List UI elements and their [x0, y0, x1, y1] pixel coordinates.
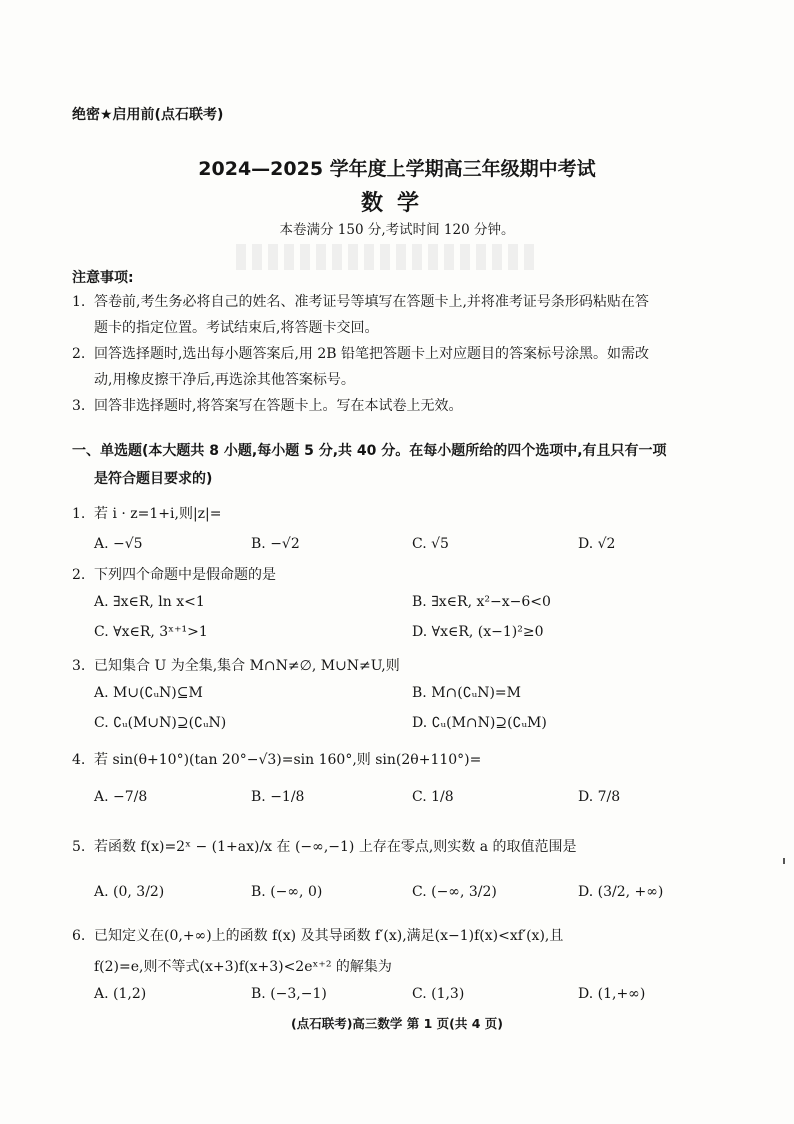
page-footer: (点石联考)高三数学 第 1 页(共 4 页)	[290, 1016, 503, 1031]
option-a: A. −7/8	[94, 789, 148, 805]
section-heading-cont: 是符合题目要求的)	[94, 471, 213, 487]
scan-mark	[783, 858, 785, 864]
option-a: A. (1,2)	[94, 986, 147, 1002]
notice-item: 2. 回答选择题时,选出每小题答案后,用 2B 铅笔把答题卡上对应题目的答案标号涂黑。如需改	[72, 346, 649, 362]
question-stem: 5. 若函数 f(x)=2ˣ − (1+ax)/x 在 (−∞,−1) 上存在零点,则实数 a 的取值范围是	[72, 839, 577, 855]
option-a: A. M∪(∁ᵤN)⊆M	[94, 685, 203, 701]
question-stem: 6. 已知定义在(0,+∞)上的函数 f(x) 及其导函数 f′(x),满足(x−1)f(x)<xf′(x),且	[72, 928, 564, 944]
section-heading: 一、单选题(本大题共 8 小题,每小题 5 分,共 40 分。在每小题所给的四个选项中,有且只有一项	[72, 443, 667, 459]
notice-item: 1. 答卷前,考生务必将自己的姓名、准考证号等填写在答题卡上,并将准考证号条形码粘贴在答	[72, 294, 649, 310]
notice-heading: 注意事项:	[72, 270, 134, 286]
notice-item-cont: 动,用橡皮擦干净后,再选涂其他答案标号。	[94, 372, 355, 388]
exam-title: 2024—2025 学年度上学期高三年级期中考试	[198, 158, 596, 180]
option-b: B. M∩(∁ᵤN)=M	[412, 685, 521, 701]
question-stem: 3. 已知集合 U 为全集,集合 M∩N≠∅, M∪N≠U,则	[72, 658, 400, 674]
exam-meta: 本卷满分 150 分,考试时间 120 分钟。	[279, 222, 515, 238]
option-c: C. ∀x∈R, 3ˣ⁺¹>1	[94, 624, 208, 640]
option-d: D. 7/8	[578, 789, 621, 805]
option-b: B. −√2	[251, 536, 300, 552]
subject-title: 数学	[360, 191, 433, 216]
option-a: A. −√5	[94, 536, 143, 552]
option-c: C. √5	[412, 536, 449, 552]
question-stem: 1. 若 i · z=1+i,则|z|=	[72, 506, 222, 522]
question-stem: 4. 若 sin(θ+10°)(tan 20°−√3)=sin 160°,则 sin(2θ+110°)=	[72, 752, 482, 768]
notice-item: 3. 回答非选择题时,将答案写在答题卡上。写在本试卷上无效。	[72, 398, 463, 414]
option-d: D. √2	[578, 536, 616, 552]
option-c: C. (−∞, 3/2)	[412, 884, 497, 900]
option-d: D. (1,+∞)	[578, 986, 646, 1002]
option-c: C. (1,3)	[412, 986, 465, 1002]
option-a: A. ∃x∈R, ln x<1	[94, 594, 205, 610]
confidential-label: 绝密★启用前(点石联考)	[72, 107, 224, 123]
option-c: C. 1/8	[412, 789, 454, 805]
option-b: B. ∃x∈R, x²−x−6<0	[412, 594, 551, 610]
notice-item-cont: 题卡的指定位置。考试结束后,将答题卡交回。	[94, 320, 379, 336]
option-a: A. (0, 3/2)	[94, 884, 165, 900]
option-b: B. (−∞, 0)	[251, 884, 323, 900]
option-d: D. ∀x∈R, (x−1)²≥0	[412, 624, 544, 640]
bleed-through-graphic	[236, 244, 536, 270]
option-d: D. (3/2, +∞)	[578, 884, 664, 900]
option-d: D. ∁ᵤ(M∩N)⊇(∁ᵤM)	[412, 715, 547, 731]
question-stem: 2. 下列四个命题中是假命题的是	[72, 567, 276, 583]
question-stem-cont: f(2)=e,则不等式(x+3)f(x+3)<2eˣ⁺² 的解集为	[94, 959, 392, 975]
option-c: C. ∁ᵤ(M∪N)⊇(∁ᵤN)	[94, 715, 227, 731]
option-b: B. (−3,−1)	[251, 986, 327, 1002]
option-b: B. −1/8	[251, 789, 305, 805]
